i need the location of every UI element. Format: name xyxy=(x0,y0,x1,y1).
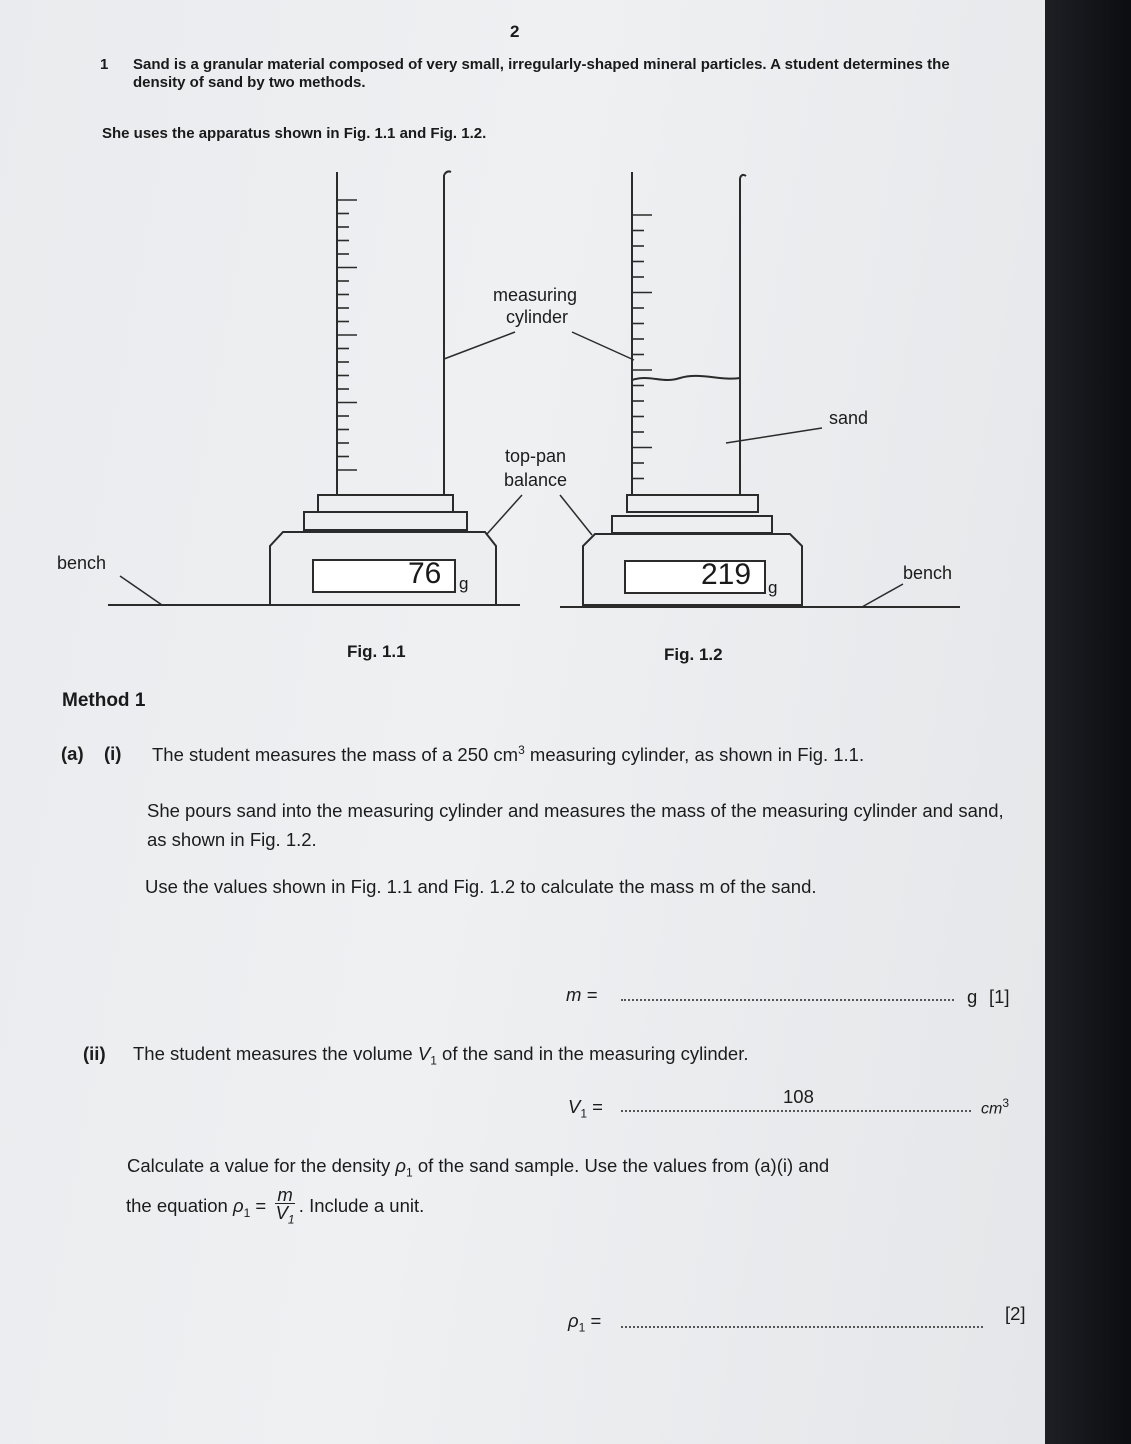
label-balance: balance xyxy=(504,470,568,490)
balance1-unit: g xyxy=(459,574,469,593)
cylinder1-base xyxy=(318,495,453,512)
cylinder1-lip xyxy=(444,171,451,175)
rho-answer-line[interactable] xyxy=(621,1324,983,1328)
v1-label: $V_1$ = xyxy=(568,1096,603,1121)
label-bench-right: bench xyxy=(903,563,953,583)
label-top-pan: top-pan xyxy=(505,446,567,466)
part-ii-label: (ii) xyxy=(83,1043,106,1064)
label-sand: sand xyxy=(829,408,869,428)
part-a-label: (a) xyxy=(61,743,84,764)
part-i-label: (i) xyxy=(104,743,122,764)
label-cylinder: cylinder xyxy=(506,307,569,327)
label-bench-left: bench xyxy=(57,553,107,573)
question-number: 1 xyxy=(100,56,109,73)
v1-answer-line xyxy=(621,1108,971,1112)
mass-answer-label: m = xyxy=(566,984,598,1005)
mass-answer-unit: g xyxy=(967,986,978,1007)
apparatus-text: She uses the apparatus shown in Fig. 1.1 and Fig. 1.2. xyxy=(102,125,487,142)
balance2-unit: g xyxy=(768,578,778,597)
mass-marks: [1] xyxy=(989,986,1010,1007)
equation-fraction: $\frac{m}{V_1}$ xyxy=(275,1184,295,1227)
fig1-caption: Fig. 1.1 xyxy=(347,642,406,661)
part-a-text1: The student measures the mass of a 250 $cm^3$ measuring cylinder, as shown in Fig. 1.1. xyxy=(152,743,865,766)
background-dark-edge xyxy=(1045,0,1131,1444)
cylinder2-scale xyxy=(632,215,652,479)
mass-answer-line[interactable] xyxy=(621,997,954,1001)
density-text: Calculate a value for the density $\rho_1$ of the sand sample. Use the values from (a)(i) and xyxy=(127,1155,830,1180)
part-ii-text: The student measures the volume $V_1$ of the sand in the measuring cylinder. xyxy=(133,1043,749,1068)
cylinder1-scale xyxy=(337,200,357,470)
equation-line: the equation $\rho_1$ = $\frac{m}{V_1}$ . Include a unit. xyxy=(126,1184,425,1227)
v1-unit: $cm^3$ xyxy=(981,1096,1010,1118)
rho-marks: [2] xyxy=(1005,1303,1026,1324)
part-a-text2: She pours sand into the measuring cylinder and measures the mass of the measuring cylinder and sand, as shown in Fig. 1.2. xyxy=(147,800,1004,850)
balance2-reading: 219 xyxy=(701,558,752,591)
balance1-pan xyxy=(304,512,467,530)
v1-value: 108 xyxy=(783,1086,814,1107)
label-measuring: measuring xyxy=(493,285,578,305)
balance1-reading: 76 xyxy=(408,557,442,590)
method-heading: Method 1 xyxy=(62,690,146,711)
fig2-caption: Fig. 1.2 xyxy=(664,645,723,664)
sand-surface xyxy=(632,376,740,380)
cylinder2-lip xyxy=(740,175,746,178)
question-intro: Sand is a granular material composed of very small, irregularly-shaped mineral particles. A student determines the density of sand by two methods. xyxy=(133,56,950,91)
apparatus-figure xyxy=(0,160,1045,660)
rho-answer-label: $\rho_1$ = xyxy=(568,1310,602,1335)
cylinder2-base xyxy=(627,495,758,512)
balance2-pan xyxy=(612,516,772,533)
page-number: 2 xyxy=(510,22,520,41)
part-a-text3: Use the values shown in Fig. 1.1 and Fig. 1.2 to calculate the mass m of the sand. xyxy=(145,876,817,897)
